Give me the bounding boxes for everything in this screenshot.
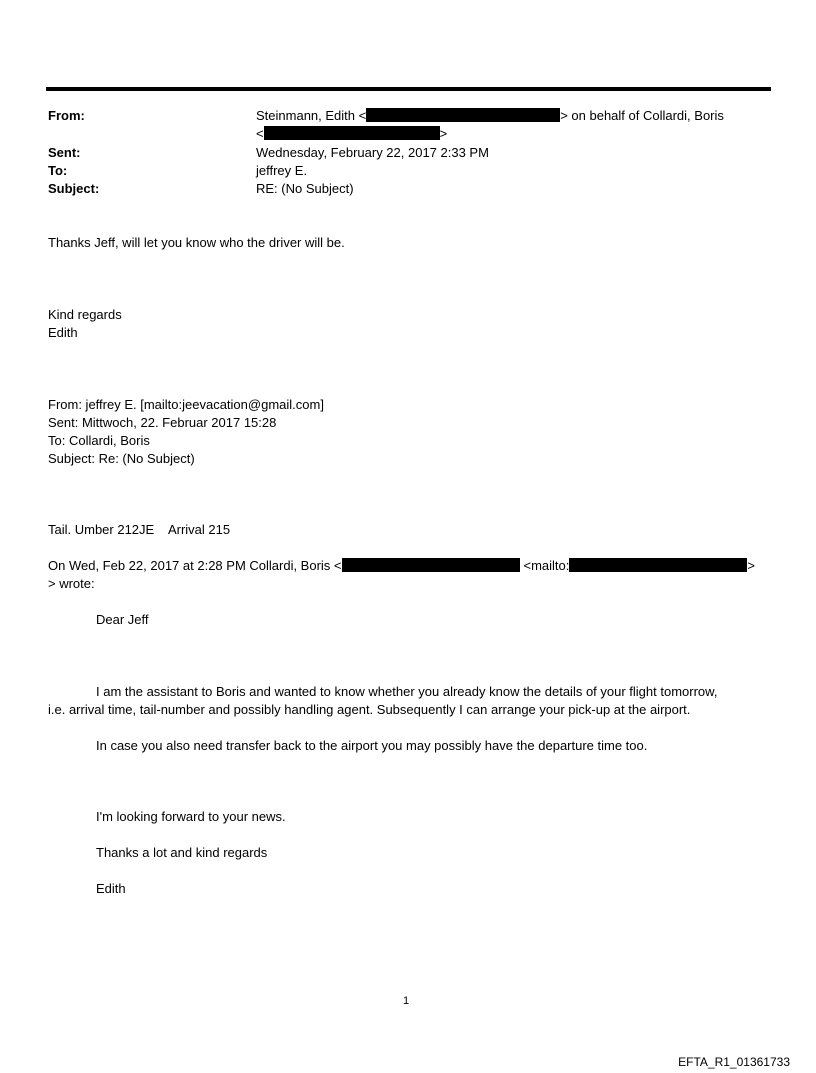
- quoted-sent: Sent: Mittwoch, 22. Februar 2017 15:28: [48, 415, 277, 430]
- sent-value: Wednesday, February 22, 2017 2:33 PM: [256, 145, 489, 160]
- from-label: From:: [48, 108, 85, 123]
- angle-close: >: [439, 126, 448, 141]
- paragraph-2: In case you also need transfer back to the airport you may possibly have the departure time too.: [96, 738, 648, 753]
- reply-closing: Kind regards: [48, 307, 122, 322]
- redaction-block: [264, 126, 440, 140]
- paragraph-3: I'm looking forward to your news.: [96, 809, 286, 824]
- header-rule: [46, 87, 771, 91]
- redaction-block: [342, 558, 520, 572]
- signature: Edith: [96, 881, 126, 896]
- subject-label: Subject:: [48, 181, 100, 196]
- closing: Thanks a lot and kind regards: [96, 845, 268, 860]
- quoted-to: To: Collardi, Boris: [48, 433, 150, 448]
- quoted2-intro: [48, 557, 755, 575]
- page-number: 1: [403, 995, 410, 1007]
- redaction-block: [366, 108, 560, 122]
- angle-close: >: [747, 558, 755, 573]
- from-behalf: > on behalf of Collardi, Boris: [560, 108, 724, 123]
- sent-label: Sent:: [48, 145, 81, 160]
- redaction-block: [569, 558, 747, 572]
- angle-open: <: [256, 126, 264, 141]
- from-name: Steinmann, Edith <: [256, 108, 367, 123]
- paragraph-1-line2: i.e. arrival time, tail-number and possibly handling agent. Subsequently I can arrange your pick-up at the airport.: [48, 702, 691, 717]
- quoted-from: From: jeffrey E. [mailto:jeevacation@gmail.com]: [48, 397, 324, 412]
- bates-number: EFTA_R1_01361733: [678, 1055, 790, 1069]
- intro-text: On Wed, Feb 22, 2017 at 2:28 PM Collardi, Boris <: [48, 558, 342, 573]
- greeting: Dear Jeff: [96, 612, 149, 627]
- reply-body: Thanks Jeff, will let you know who the driver will be.: [48, 235, 345, 250]
- from-value-line2: [256, 125, 447, 143]
- subject-value: RE: (No Subject): [256, 181, 354, 196]
- to-value: jeffrey E.: [256, 163, 308, 178]
- quoted2-intro-line2: > wrote:: [48, 576, 95, 591]
- quoted-body: Tail. Umber 212JE Arrival 215: [48, 522, 231, 537]
- paragraph-1-line1: I am the assistant to Boris and wanted to know whether you already know the details of your flight tomorrow,: [96, 684, 718, 699]
- from-value: [256, 107, 724, 125]
- intro-mailto: <mailto:: [523, 558, 570, 573]
- quoted-subject: Subject: Re: (No Subject): [48, 451, 195, 466]
- to-label: To:: [48, 163, 68, 178]
- reply-signature: Edith: [48, 325, 78, 340]
